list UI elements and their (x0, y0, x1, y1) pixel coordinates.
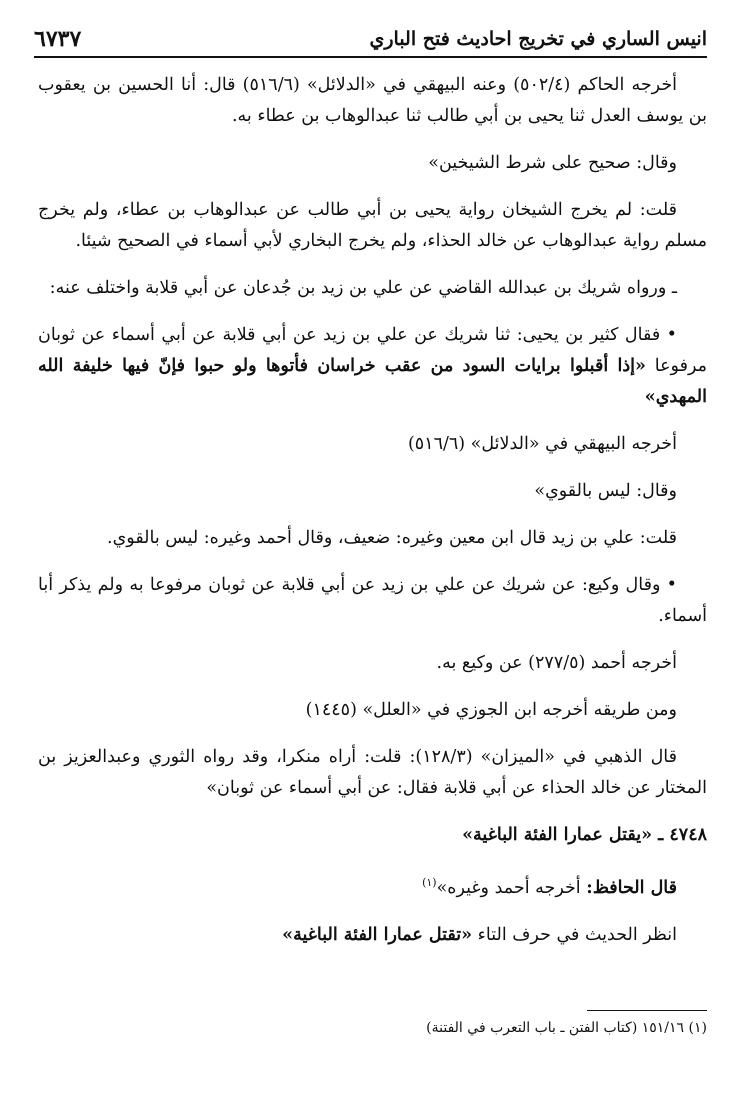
paragraph-bayhaqi: أخرجه البيهقي في «الدلائل» (٥١٦/٦) (407, 434, 677, 454)
see-text: انظر الحديث في حرف التاء (477, 924, 677, 945)
hadith-matn: «إذا أقبلوا برايات السود من عقب خراسان فأتوها ولو حبوا فإنّ فيها خليفة الله المهدي» (38, 356, 707, 407)
footnote: (١) ١٥١/١٦ (كتاب الفتن ـ باب التعرب في الفتنة) (426, 1020, 707, 1036)
paragraph-ahmad: أخرجه أحمد (٢٧٧/٥) عن وكيع به. (436, 653, 677, 673)
page-body (38, 70, 707, 951)
see-ref: «تقتل عمارا الفئة الباغية» (282, 924, 473, 945)
kathir-intro: • فقال كثير بن يحيى: ثنا شريك عن علي بن زيد عن أبي قلابة عن أبي أسماء عن ثوبان مرفوعا (38, 325, 707, 376)
running-header (34, 26, 707, 58)
hadith-dash: ـ (658, 825, 664, 845)
hadith-number: ٤٧٤٨ (669, 825, 707, 845)
paragraph-dhahabi: قال الذهبي في «الميزان» (١٢٨/٣): قلت: أراه منكرا، وقد رواه الثوري وعبدالعزيز بن المختار عن خالد الحذاء عن أبي قلابة فقال: عن أبي أسماء عن ثوبان» (38, 747, 707, 798)
hafiz-label: قال الحافظ: (586, 877, 677, 898)
paragraph-jawzi: ومن طريقه أخرجه ابن الجوزي في «العلل» (١٤٤٥) (305, 700, 677, 720)
footnote-ref: (١) (422, 876, 437, 889)
footnote-separator (587, 1010, 707, 1011)
page-number: ٦٧٣٧ (34, 26, 82, 52)
hadith-heading (38, 820, 707, 851)
paragraph-hakim: أخرجه الحاكم (٥٠٢/٤) وعنه البيهقي في «الدلائل» (٥١٦/٦) قال: أنا الحسين بن يعقوب بن يوسف العدل ثنا يحيى بن أبي طالب ثنا عبدالوهاب بن عطاء به. (38, 75, 707, 126)
paragraph-qultu-2: قلت: علي بن زيد قال ابن معين وغيره: ضعيف، وقال أحمد وغيره: ليس بالقوي. (107, 528, 677, 548)
paragraph-laysa: وقال: ليس بالقوي» (534, 481, 677, 501)
paragraph-qultu-1: قلت: لم يخرج الشيخان رواية يحيى بن أبي طالب عن عبدالوهاب بن عطاء، ولم يخرج مسلم رواية عبدالوهاب عن خالد الحذاء، ولم يخرج البخاري لأبي أسماء في الصحيح شيئا. (38, 200, 707, 251)
paragraph-kathir (38, 320, 707, 413)
paragraph-sharik: ـ ورواه شريك بن عبدالله القاضي عن علي بن زيد بن جُدعان عن أبي قلابة واختلف عنه: (49, 278, 677, 298)
paragraph-waki: • وقال وكيع: عن شريك عن علي بن زيد عن أبي قلابة عن ثوبان مرفوعا به ولم يذكر أبا أسماء. (38, 575, 707, 626)
hadith-text: «يقتل عمارا الفئة الباغية» (462, 825, 653, 845)
paragraph-see (38, 920, 707, 951)
paragraph-sahih: وقال: صحيح على شرط الشيخين» (428, 153, 677, 173)
paragraph-hafiz (38, 867, 707, 904)
book-title: انيس الساري في تخريج احاديث فتح الباري (369, 28, 707, 50)
hafiz-text: أخرجه أحمد وغيره» (436, 877, 581, 898)
